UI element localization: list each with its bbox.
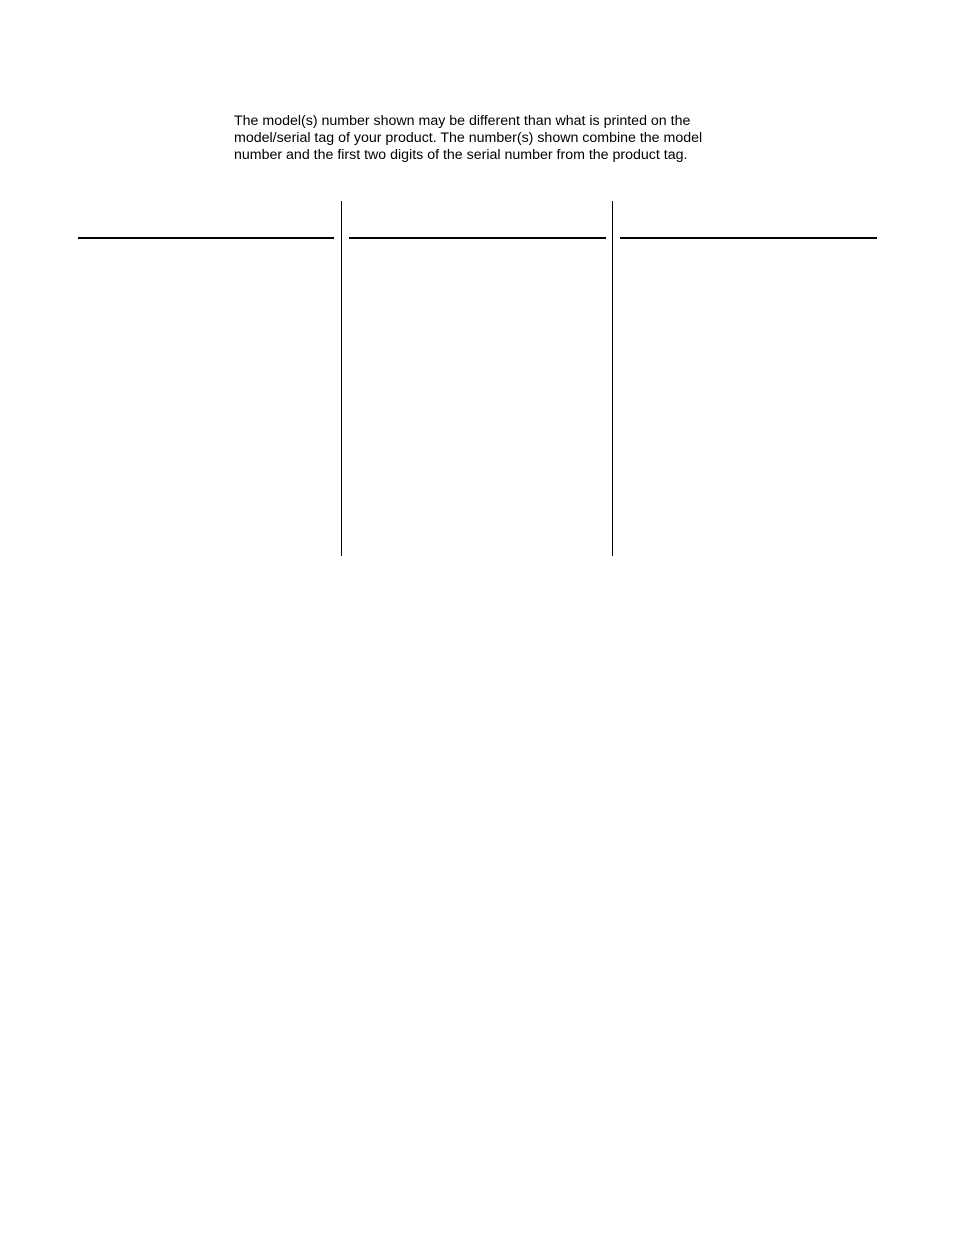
column-middle: [349, 200, 606, 556]
column-divider-2: [612, 201, 613, 556]
column-divider-1: [341, 201, 342, 556]
column-left-header-rule: [78, 237, 334, 239]
notice-line-2: model/serial tag of your product. The number(s) shown combine the model: [234, 130, 703, 146]
column-right: [620, 200, 877, 556]
notice-line-1: The model(s) number shown may be different than what is printed on the: [234, 113, 691, 129]
column-middle-header-rule: [349, 237, 606, 239]
column-left: [78, 200, 334, 556]
notice-line-3: number and the first two digits of the serial number from the product tag.: [234, 147, 688, 163]
column-right-header-rule: [620, 237, 877, 239]
